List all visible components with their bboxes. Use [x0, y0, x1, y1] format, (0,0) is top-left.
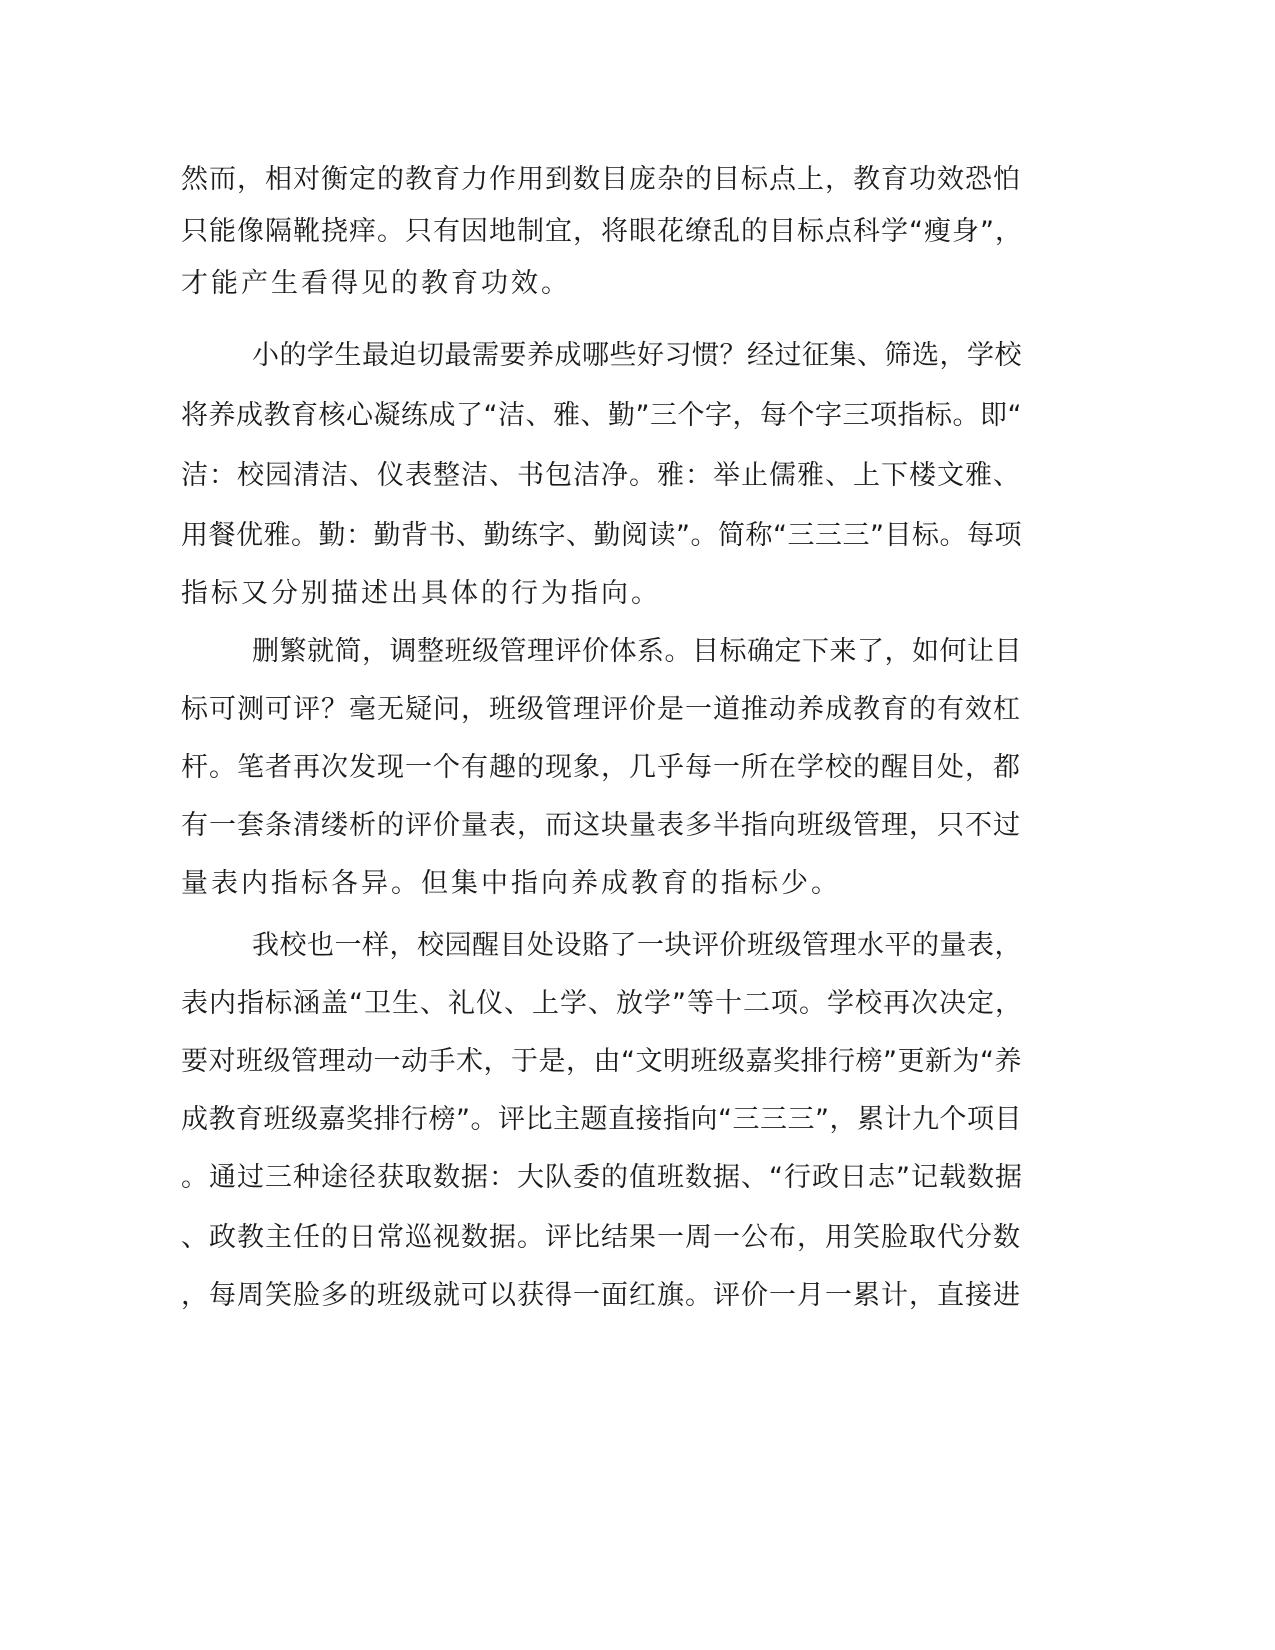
- text-line: 量表内指标各异。但集中指向养成教育的指标少。: [181, 868, 841, 899]
- text-line: 要对班级管理动一动手术，于是，由“文明班级嘉奖排行榜”更新为“养: [181, 1046, 1022, 1077]
- text-line: 杆。笔者再次发现一个有趣的现象，几乎每一所在学校的醒目处，都: [181, 752, 1021, 783]
- text-line: 标可测可评？毫无疑问，班级管理评价是一道推动养成教育的有效杠: [181, 694, 1021, 725]
- text-line: 只能像隔靴挠痒。只有因地制宜，将眼花缭乱的目标点科学“瘦身”，: [181, 216, 1023, 247]
- text-line: 删繁就简，调整班级管理评价体系。目标确定下来了，如何让目: [252, 636, 1022, 667]
- text-line: 。通过三种途径获取数据：大队委的值班数据、“行政日志”记载数据: [181, 1162, 1023, 1193]
- text-line: 将养成教育核心凝练成了“洁、雅、勤”三个字，每个字三项指标。即“: [181, 400, 1022, 431]
- text-line: 指标又分别描述出具体的行为指向。: [181, 578, 661, 609]
- text-line: 洁：校园清洁、仪表整洁、书包洁净。雅：举止儒雅、上下楼文雅、: [181, 460, 1021, 491]
- text-line: 才能产生看得见的教育功效。: [181, 268, 571, 299]
- text-line: 有一套条清缕析的评价量表，而这块量表多半指向班级管理，只不过: [181, 810, 1021, 841]
- text-line: 然而，相对衡定的教育力作用到数目庞杂的目标点上，教育功效恐怕: [181, 164, 1021, 195]
- text-line: 、政教主任的日常巡视数据。评比结果一周一公布，用笑脸取代分数: [181, 1222, 1021, 1253]
- text-line: 用餐优雅。勤：勤背书、勤练字、勤阅读”。简称“三三三”目标。每项: [181, 520, 1022, 551]
- text-line: ，每周笑脸多的班级就可以获得一面红旗。评价一月一累计，直接进: [181, 1280, 1021, 1311]
- text-line: 我校也一样，校园醒目处设賂了一块评价班级管理水平的量表，: [252, 930, 1022, 961]
- text-line: 成教育班级嘉奖排行榜”。评比主题直接指向“三三三”，累计九个项目: [181, 1104, 1022, 1135]
- text-line: 小的学生最迫切最需要养成哪些好习惯？经过征集、筛选，学校: [252, 340, 1022, 371]
- text-line: 表内指标涵盖“卫生、礼仪、上学、放学”等十二项。学校再次决定，: [181, 988, 1023, 1019]
